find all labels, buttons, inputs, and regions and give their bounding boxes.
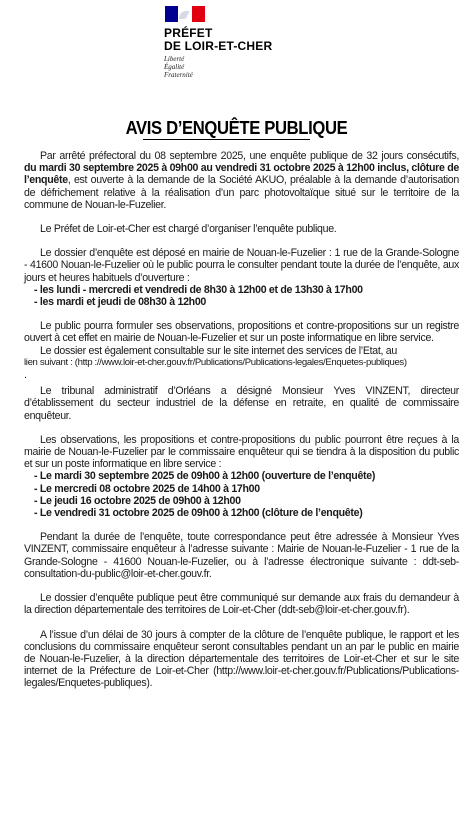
marianne-profile-icon	[176, 8, 192, 20]
prefecture-name-line2: DE LOIR-ET-CHER	[164, 39, 273, 53]
enquetes-publiques-link[interactable]: lien suivant : (http ://www.loir-et-cher.gouv.fr/Publications/Publications-legales/Enquetes-publiques)	[24, 356, 407, 368]
paragraph-observations: Les observations, les propositions et contre-propositions du public pourront être reçues à la mairie de Nouan-le-Fuzelier par le commissaire enquêteur qui se tiendra à la disposition du public et sur un poste informatique en libre service :	[24, 433, 459, 471]
notice-title: AVIS D’ENQUÊTE PUBLIQUE	[125, 117, 348, 138]
paragraph-arrete-rest: , est ouverte à la demande de la Société AKUO, préalable à la demande d’autorisation de défrichement relative à la réalisation d’un parc photovoltaïque situé sur le territoire de la commune de Nouan-le-Fuzelier.	[24, 174, 459, 211]
paragraph-arrete	[24, 150, 459, 211]
paragraph-site-internet: Le dossier est également consultable sur le site internet des services de l’Etat, au	[40, 344, 397, 357]
permanence-item: - Le mercredi 08 octobre 2025 de 14h00 à 17h00	[34, 482, 260, 495]
paragraph-dossier: Le dossier d’enquête est déposé en mairie de Nouan-le-Fuzelier : 1 rue de la Grande-Sologne - 41600 Nouan-le-Fuzelier où le public pourra le consulter pendant toute la durée de l’enquête, aux jours et heures habituels d’ouverture :	[24, 247, 459, 284]
permanences-list	[24, 470, 459, 519]
paragraph-rapport: A l’issue d’un délai de 30 jours à compter de la clôture de l’enquête publique, le rapport et les conclusions du commissaire enquêteur seront consultables pendant un an par le public en mairie de Nouan-le-Fuzelier, à la direction départementale des territoires de Loir-et-Cher et sur le site internet de la Préfecture de Loir-et-Cher (http://www.loir-et-cher.gouv.fr/Publications/Publications-legales/Enquetes-publiques).	[24, 628, 459, 690]
opening-hours-item: - les lundi - mercredi et vendredi de 8h30 à 12h00 et de 13h30 à 17h00	[34, 283, 363, 296]
paragraph-arrete-intro: Par arrêté préfectoral du 08 septembre 2025, une enquête publique de 32 jours consécutifs,	[40, 150, 459, 162]
prefecture-logo	[164, 6, 284, 79]
motto-fraternite: Fraternité	[164, 71, 193, 79]
permanence-item: - Le vendredi 31 octobre 2025 de 09h00 à 12h00 (clôture de l’enquête)	[34, 507, 363, 520]
title-underline	[143, 139, 310, 140]
motto-egalite: Égalité	[164, 63, 185, 71]
permanence-item: - Le jeudi 16 octobre 2025 de 09h00 à 12h00	[34, 494, 241, 507]
republic-motto	[164, 55, 284, 79]
permanence-item: - Le mardi 30 septembre 2025 de 09h00 à 12h00 (ouverture de l’enquête)	[34, 470, 376, 483]
opening-hours-list	[24, 284, 459, 308]
paragraph-organisation: Le Préfet de Loir-et-Cher est chargé d’organiser l’enquête publique.	[40, 223, 337, 236]
paragraph-correspondance: Pendant la durée de l’enquête, toute correspondance peut être adressée à Monsieur Yves VINZENT, commissaire enquêteur à l’adresse suivante : Mairie de Nouan-le-Fuzelier - 1 rue de la Grande-Sologne - 41600 Nouan-le-Fuzelier, ou à l’adresse électronique suivante : ddt-seb-consultation-du-public@loir-et-cher.gouv.fr.	[24, 531, 459, 580]
opening-hours-item: - les mardi et jeudi de 08h30 à 12h00	[34, 296, 207, 309]
marianne-flag-icon	[165, 6, 205, 22]
motto-liberte: Liberté	[164, 55, 185, 63]
paragraph-commissaire: Le tribunal administratif d’Orléans a désigné Monsieur Yves VINZENT, directeur d’établissement du secteur industriel de la défense en retraite, en qualité de commissaire enquêteur.	[24, 385, 459, 422]
paragraph-site-internet-end: .	[24, 369, 27, 382]
prefecture-name-line1: PRÉFET	[164, 26, 213, 40]
paragraph-registre: Le public pourra formuler ses observations, propositions et contre-propositions sur un registre ouvert à cet effet en mairie de Nouan-le-Fuzelier et sur un poste informatique en libre service.	[24, 320, 459, 345]
paragraph-communication: Le dossier d’enquête publique peut être communiqué sur demande aux frais du demandeur à la direction départementale des territoires de Loir-et-Cher (ddt-seb@loir-et-cher.gouv.fr).	[24, 592, 459, 617]
notice-body	[24, 150, 459, 690]
enquete-dates: du mardi 30 septembre 2025 à 09h00 au vendredi 31 octobre 2025 à 12h00 inclus, clôture de l’enquête	[24, 162, 459, 187]
